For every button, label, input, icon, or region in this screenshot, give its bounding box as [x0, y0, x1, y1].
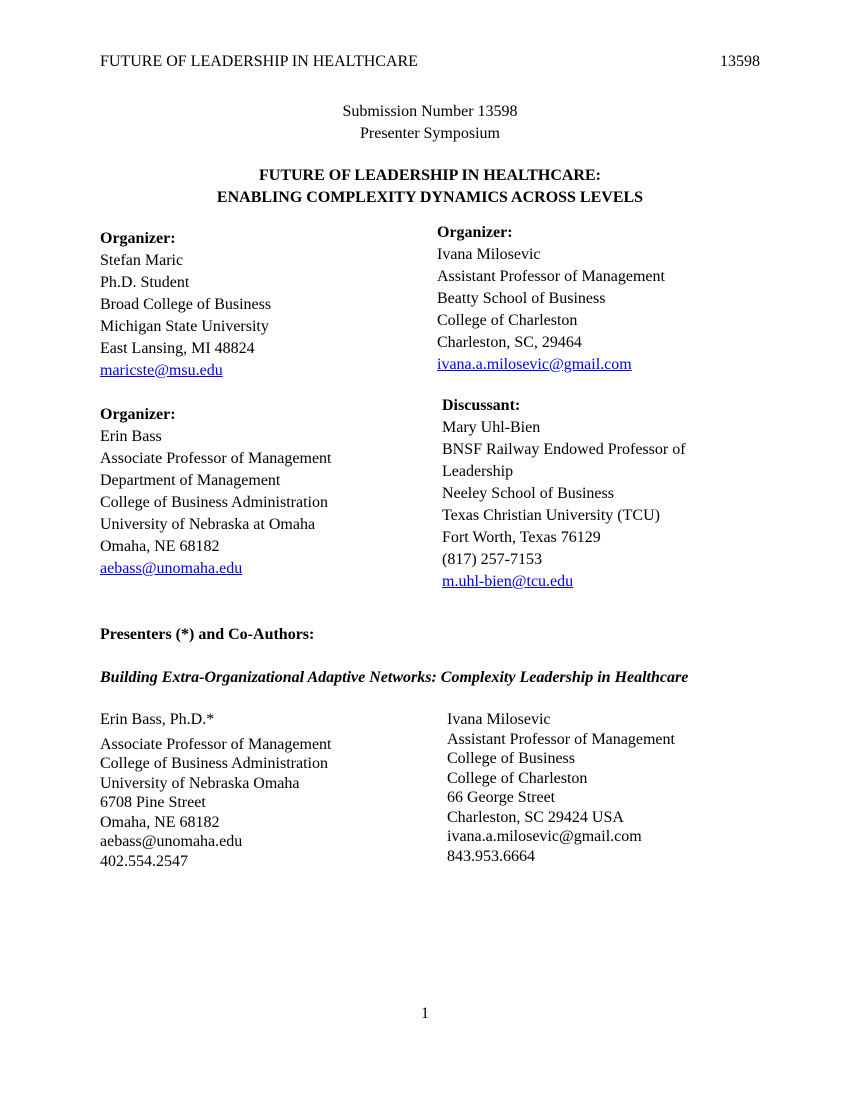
contact-line: College of Charleston	[447, 769, 588, 787]
contact-line: Department of Management	[100, 472, 281, 489]
contact-line: Assistant Professor of Management	[447, 730, 675, 748]
contact-line: BNSF Railway Endowed Professor of	[442, 441, 686, 458]
running-head-title: FUTURE OF LEADERSHIP IN HEALTHCARE	[100, 53, 418, 70]
contact-line: College of Business Administration	[100, 494, 328, 511]
running-head	[100, 51, 760, 73]
document-title-line-2: ENABLING COMPLEXITY DYNAMICS ACROSS LEVELS	[216, 189, 644, 206]
contact-line: Associate Professor of Management	[100, 450, 332, 467]
contact-line: Neeley School of Business	[442, 485, 614, 502]
contact-line: East Lansing, MI 48824	[100, 340, 255, 357]
organizer-heading: Organizer:	[100, 230, 176, 247]
contact-line: Leadership	[442, 463, 514, 480]
presenter-name-line: Ivana Milosevic	[447, 711, 551, 728]
organizer-block-3	[437, 222, 760, 376]
submission-type-line: Presenter Symposium	[360, 125, 500, 142]
contact-line: University of Nebraska Omaha	[100, 774, 300, 792]
submission-number-line: Submission Number 13598	[342, 103, 518, 120]
contact-line: aebass@unomaha.edu	[100, 833, 243, 850]
contact-line: Michigan State University	[100, 318, 269, 335]
contact-line: (817) 257-7153	[442, 551, 542, 568]
presenter-block-right-wrap	[437, 710, 760, 871]
session-title: Building Extra-Organizational Adaptive Networks: Complexity Leadership in Healthcare	[100, 669, 689, 686]
contact-line: Omaha, NE 68182	[100, 813, 220, 831]
presenter-block-left	[100, 710, 437, 871]
presenters-section	[100, 710, 760, 871]
email-link[interactable]: ivana.a.milosevic@gmail.com	[437, 356, 632, 373]
contacts-left-column	[100, 228, 437, 599]
contact-line: Charleston, SC 29424 USA	[447, 808, 624, 826]
organizer-block-2	[100, 404, 437, 580]
contact-line: 6708 Pine Street	[100, 794, 206, 811]
email-link[interactable]: m.uhl-bien@tcu.edu	[442, 573, 574, 590]
organizer-block-1	[100, 228, 437, 382]
page-content	[100, 51, 760, 871]
contact-line: Stefan Maric	[100, 252, 184, 269]
presenter-name-line: Erin Bass, Ph.D.*	[100, 711, 215, 728]
discussant-heading: Discussant:	[442, 397, 521, 414]
contact-line: Charleston, SC, 29464	[437, 334, 582, 351]
contact-line: Broad College of Business	[100, 296, 272, 313]
contact-line: College of Business	[447, 750, 575, 767]
contact-line: Beatty School of Business	[437, 290, 606, 307]
contact-line: Ph.D. Student	[100, 274, 190, 291]
contact-line: Associate Professor of Management	[100, 735, 332, 753]
contact-line: Erin Bass	[100, 428, 162, 445]
contacts-right-column	[437, 222, 760, 593]
running-head-number: 13598	[720, 53, 760, 70]
document-title-line-1: FUTURE OF LEADERSHIP IN HEALTHCARE:	[259, 167, 601, 184]
submission-block	[100, 101, 760, 145]
contact-line: College of Charleston	[437, 312, 578, 329]
page-number: 1	[421, 1005, 429, 1022]
presenter-block-right	[447, 710, 760, 866]
contact-line: University of Nebraska at Omaha	[100, 516, 316, 533]
contact-line: 402.554.2547	[100, 852, 188, 870]
contact-line: Mary Uhl-Bien	[442, 419, 541, 436]
organizer-heading: Organizer:	[437, 224, 513, 241]
contact-line: Ivana Milosevic	[437, 246, 541, 263]
contact-line: 66 George Street	[447, 789, 556, 806]
contact-line: Fort Worth, Texas 76129	[442, 529, 601, 546]
contact-line: Assistant Professor of Management	[437, 268, 665, 285]
contact-line: ivana.a.milosevic@gmail.com	[447, 828, 642, 845]
email-link[interactable]: aebass@unomaha.edu	[100, 560, 243, 577]
contacts-section	[100, 224, 760, 599]
discussant-block	[442, 395, 760, 593]
document-title	[100, 165, 760, 209]
contact-line: Texas Christian University (TCU)	[442, 507, 660, 524]
organizer-heading: Organizer:	[100, 406, 176, 423]
email-link[interactable]: maricste@msu.edu	[100, 362, 223, 379]
contact-line: Omaha, NE 68182	[100, 538, 220, 555]
presenters-heading: Presenters (*) and Co-Authors:	[100, 626, 315, 643]
contact-line: 843.953.6664	[447, 847, 535, 865]
contact-line: College of Business Administration	[100, 755, 328, 772]
